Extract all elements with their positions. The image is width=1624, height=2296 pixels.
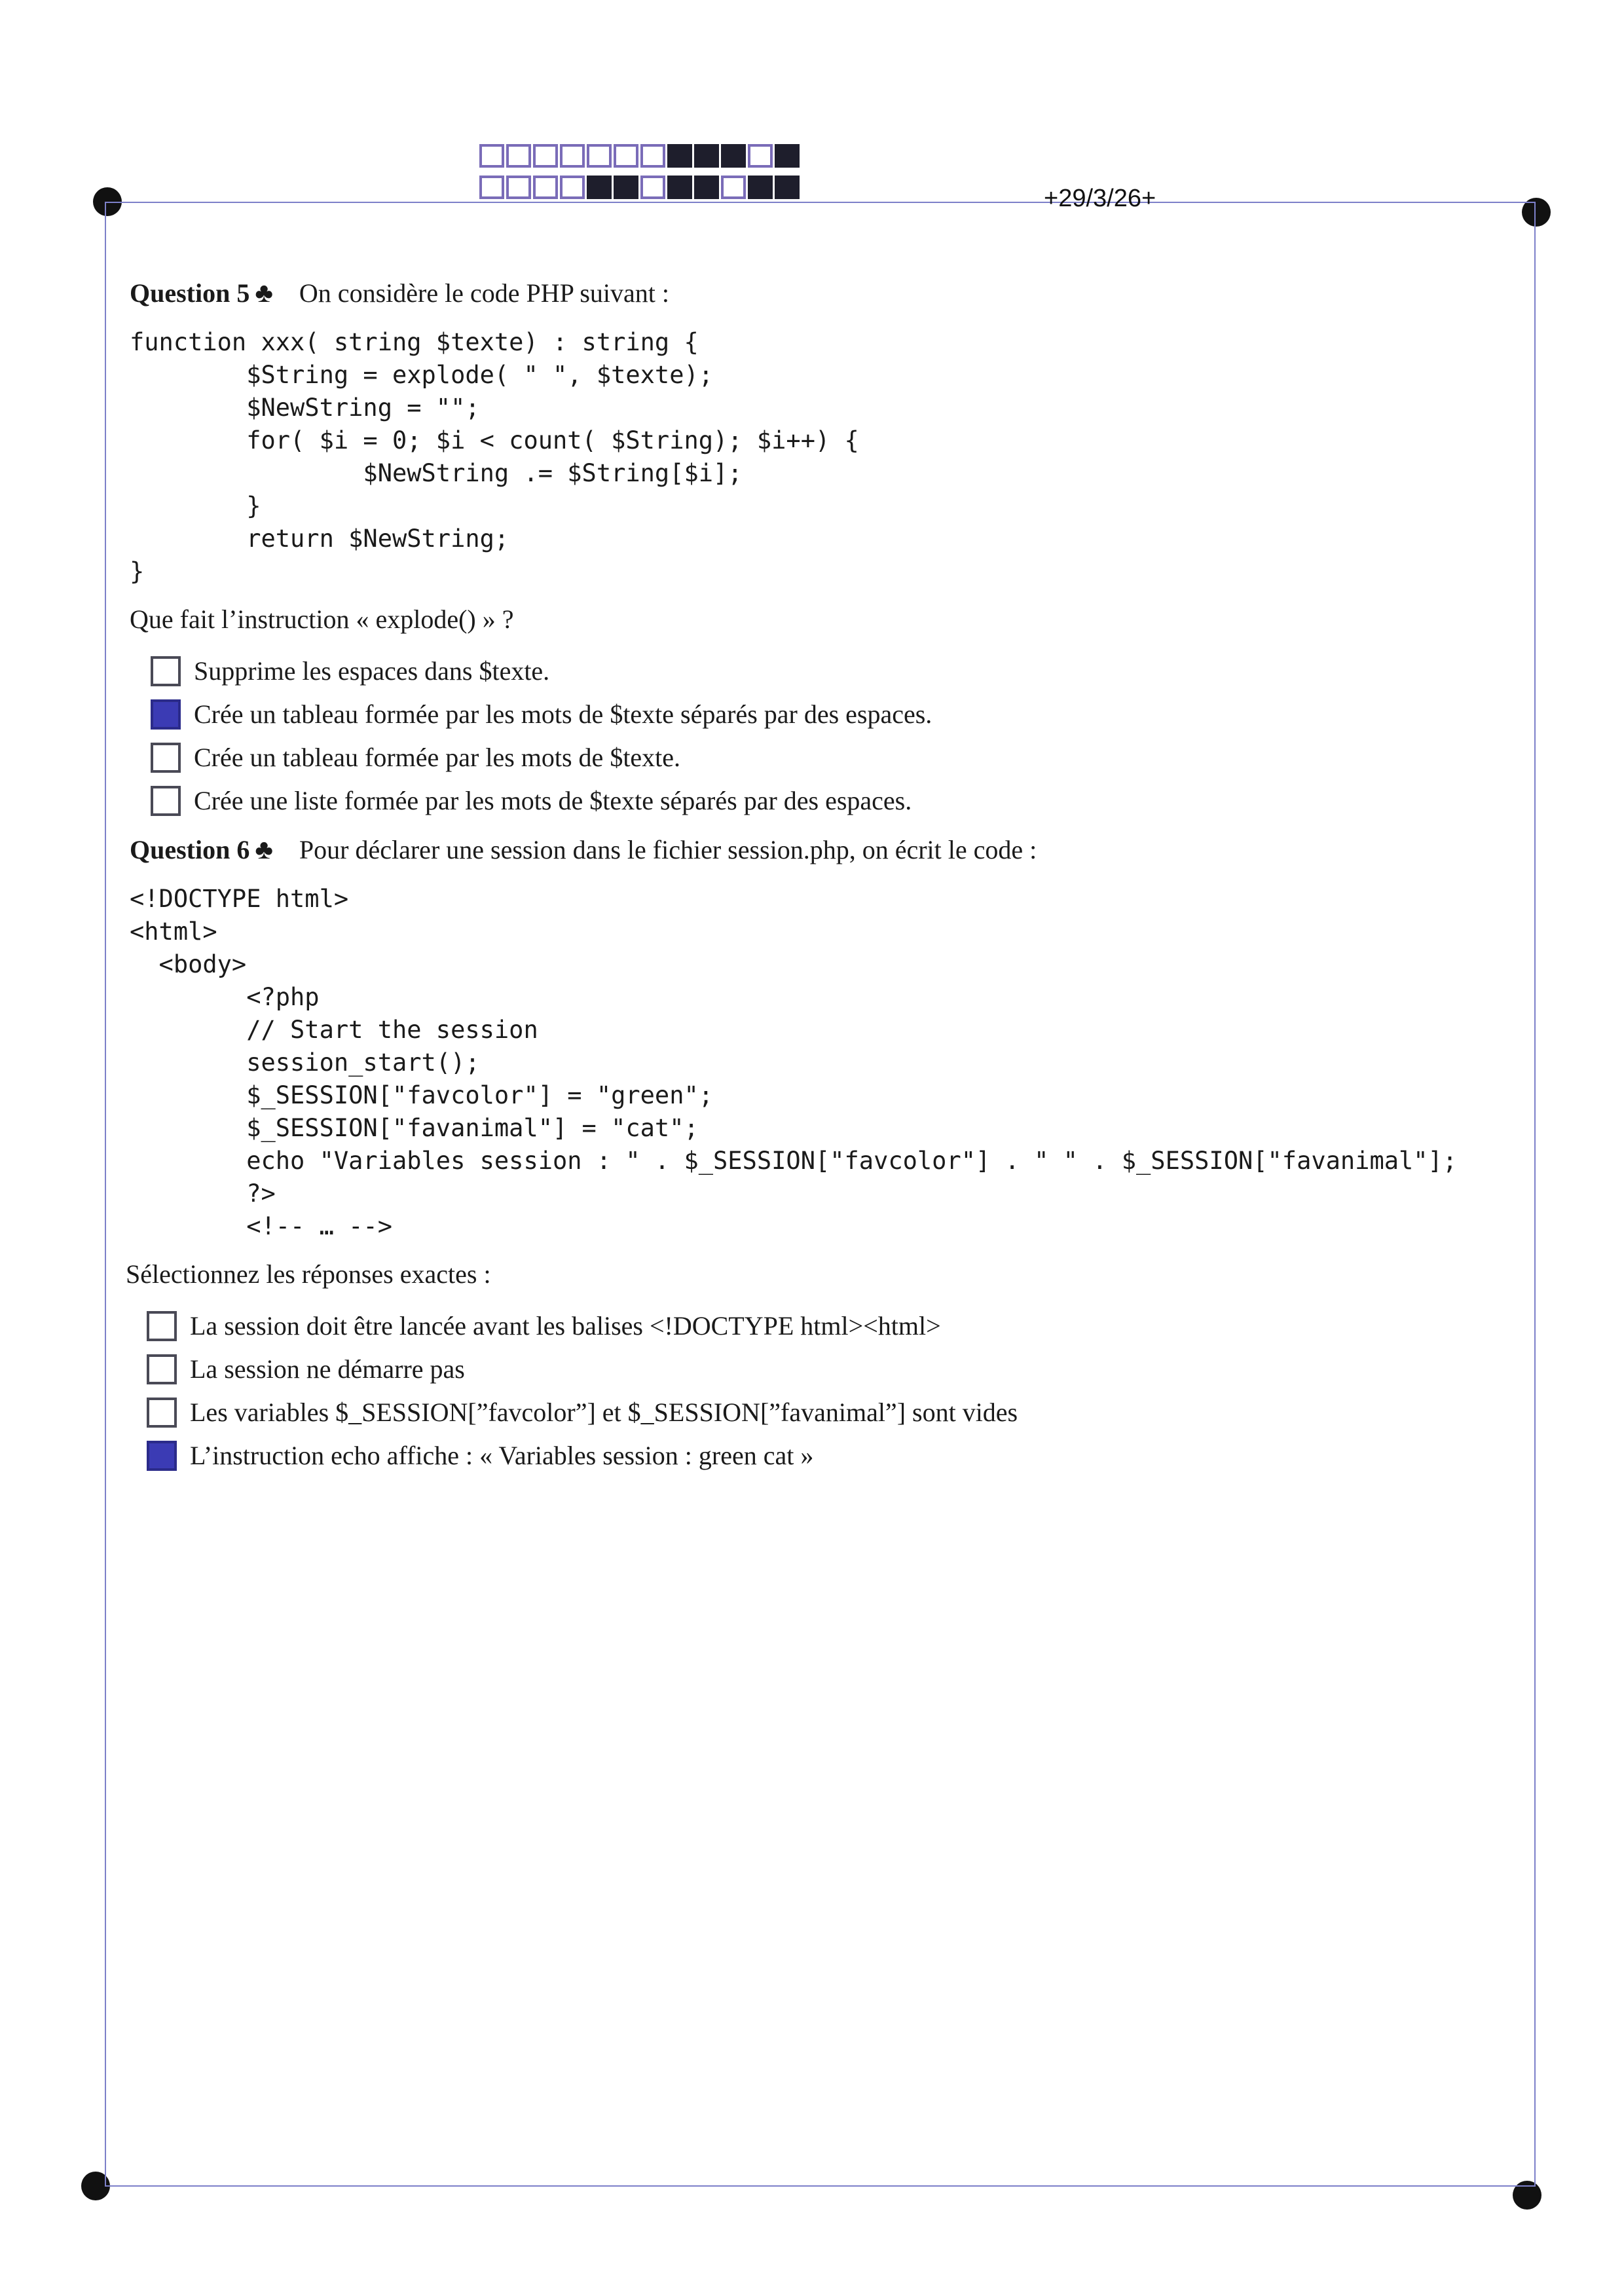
barcode-cell: [479, 176, 504, 199]
question-5-header: [130, 275, 1505, 312]
page-content: [126, 275, 1505, 1477]
question-label: Question 5: [130, 278, 250, 308]
barcode-cell: [640, 144, 665, 168]
answer-label: Crée une liste formée par les mots de $texte séparés par des espaces.: [194, 786, 912, 815]
barcode-cell: [775, 144, 800, 168]
barcode-cell: [587, 176, 612, 199]
answer-label: Supprime les espaces dans $texte.: [194, 656, 550, 686]
answer-list: [130, 650, 1505, 823]
answer-option[interactable]: [151, 736, 1505, 779]
answer-label: L’instruction echo affiche : « Variables session : green cat »: [190, 1441, 814, 1470]
club-icon: ♣: [255, 278, 273, 308]
answer-option[interactable]: [147, 1305, 1505, 1348]
answer-option[interactable]: [147, 1391, 1505, 1434]
barcode-cell: [640, 176, 665, 199]
code-block: <!DOCTYPE html> <html> <body> <?php // Start the session session_start(); $_SESSION["favcolor"] = "green"; $_SESSION["favanimal"] = "cat"; echo "Variables session : " . $_SESSION["favcolor"] . " " . $_SESSION["favanimal"]; ?> <!-- … -->: [130, 885, 1458, 1240]
question-6-header: [130, 832, 1505, 868]
answer-option[interactable]: [151, 693, 1505, 736]
answer-label: La session ne démarre pas: [190, 1354, 465, 1384]
code-block: function xxx( string $texte) : string { $String = explode( " ", $texte); $NewString = ""; for( $i = 0; $i < count( $String); $i++) { $NewString .= $String[$i]; } return $NewString; }: [130, 328, 859, 585]
checkbox[interactable]: [147, 1398, 177, 1428]
question-6: [126, 832, 1505, 1477]
checkbox[interactable]: [151, 656, 181, 686]
question-5: [130, 275, 1505, 823]
barcode-cell: [506, 176, 531, 199]
answer-list: [130, 1305, 1505, 1477]
barcode-cell: [694, 176, 719, 199]
checkbox[interactable]: [147, 1354, 177, 1384]
answer-option[interactable]: [147, 1434, 1505, 1477]
barcode-cell: [560, 176, 585, 199]
answer-label: Crée un tableau formée par les mots de $texte séparés par des espaces.: [194, 699, 932, 729]
checked-checkbox[interactable]: [147, 1441, 177, 1471]
checkbox[interactable]: [147, 1311, 177, 1341]
question-prompt: Que fait l’instruction « explode() » ?: [130, 604, 514, 634]
answer-option[interactable]: [151, 779, 1505, 823]
checkbox[interactable]: [151, 743, 181, 773]
barcode-cell: [560, 144, 585, 168]
barcode-cell: [479, 144, 504, 168]
barcode-cell: [721, 144, 746, 168]
barcode-cell: [614, 144, 638, 168]
answer-label: La session doit être lancée avant les balises <!DOCTYPE html><html>: [190, 1311, 941, 1341]
barcode-cell: [748, 176, 773, 199]
checked-checkbox[interactable]: [151, 699, 181, 730]
barcode-row-bottom: [479, 176, 802, 199]
answer-label: Les variables $_SESSION[”favcolor”] et $_SESSION[”favanimal”] sont vides: [190, 1398, 1018, 1427]
barcode-cell: [748, 144, 773, 168]
page-code: +29/3/26+: [1044, 185, 1156, 212]
barcode-cell: [506, 144, 531, 168]
checkbox[interactable]: [151, 786, 181, 816]
question-text: Pour déclarer une session dans le fichier session.php, on écrit le code :: [299, 835, 1037, 864]
barcode-cell: [614, 176, 638, 199]
club-icon: ♣: [255, 835, 273, 865]
barcode-row-top: [479, 144, 802, 168]
barcode-cell: [775, 176, 800, 199]
question-text: On considère le code PHP suivant :: [299, 278, 669, 308]
barcode-cell: [721, 176, 746, 199]
barcode-cell: [533, 176, 558, 199]
barcode-cell: [667, 144, 692, 168]
question-prompt: Sélectionnez les réponses exactes :: [126, 1259, 491, 1289]
barcode-cell: [667, 176, 692, 199]
question-label: Question 6: [130, 835, 250, 864]
answer-option[interactable]: [147, 1348, 1505, 1391]
answer-option[interactable]: [151, 650, 1505, 693]
answer-label: Crée un tableau formée par les mots de $texte.: [194, 743, 681, 772]
barcode-cell: [533, 144, 558, 168]
barcode-cell: [694, 144, 719, 168]
barcode-cell: [587, 144, 612, 168]
